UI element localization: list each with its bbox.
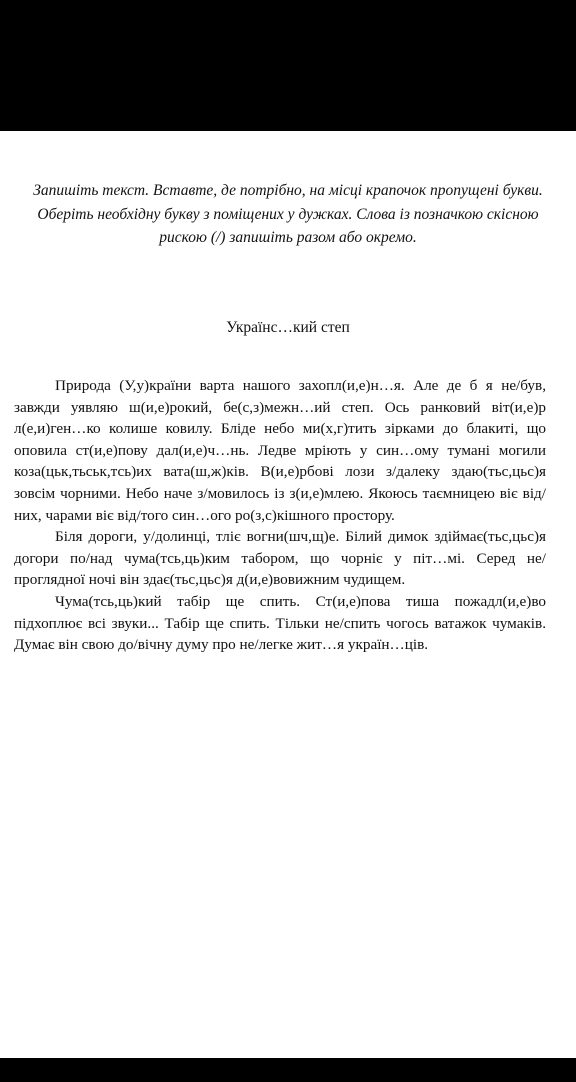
paragraph-1: Природа (У,у)країни варта нашого захопл(и,е)н…я. Але де б я не/був, завжди уявляю ш(и,е)рокий, бе(с,з)межн…ий степ. Ось ранковий віт(и,е)р л(е,и)ген…ко колише ковилу. Бліде небо ми(х,г)тить зірками до блакиті, що оповила ст(и,е)пову дал(и,е)ч…нь. Ледве мріють у син…ому тумані могили коза(цьк,тьськ,тсь)их вата(ш,ж)ків. В(и,е)рбові лози з/далеку здаю(тьс,цьс)я зовсім чорними. Небо наче з/мовилось із з(и,е)млею. Якоюсь таємницею віє від/них, чарами віє від/того син…ого ро(з,с)кішного простору. bbox=[14, 377, 546, 524]
document-page bbox=[0, 131, 576, 1058]
text-body bbox=[14, 375, 546, 656]
text-title: Українс…кий степ bbox=[226, 319, 350, 336]
paragraph-3: Чума(тсь,ць)кий табір ще спить. Ст(и,е)пова тиша пожадл(и,е)во підхоплює всі звуки... Табір ще спить. Тільки не/спить чогось ватажок чумаків. Думає він свою до/вічну думу про не/легке жит…я україн…ців. bbox=[14, 592, 546, 654]
paragraph-2: Біля дороги, у/долинці, тліє вогни(шч,щ)е. Білий димок здіймає(тьс,цьс)я догори по/над чума(тсь,ць)ким табором, що чорніє у піт…мі. Серед не/проглядної ночі він здає(тьс,цьс)я д(и,е)вовижним чудищем. bbox=[14, 528, 546, 589]
task-instruction: Запишіть текст. Вставте, де потрібно, на місці крапочок пропущені букви. Оберіть необхідну букву з поміщених у дужках. Слова із позначкою скісною рискою (/) запишіть разом або окремо. bbox=[33, 182, 543, 246]
